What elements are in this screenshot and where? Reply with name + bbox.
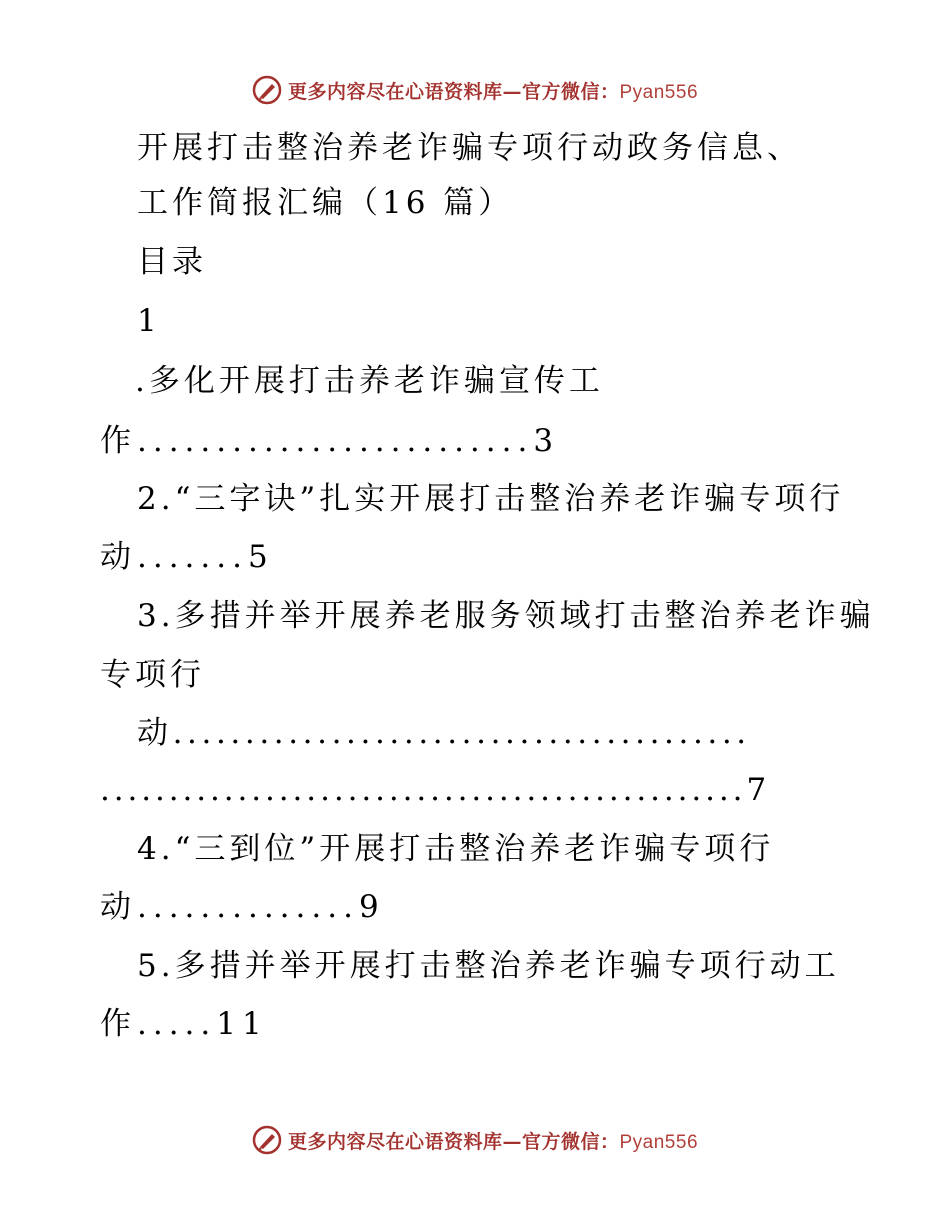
toc-line: 5.多措并举开展打击整治养老诈骗专项行动工 bbox=[137, 948, 840, 984]
banner-text: 更多内容尽在心语资料库—官方微信： bbox=[287, 1130, 620, 1153]
toc-line: 4.“三到位”开展打击整治养老诈骗专项行 bbox=[137, 831, 775, 867]
toc-line: 作.........................3 bbox=[100, 423, 560, 459]
toc-line: 2.“三字诀”扎实开展打击整治养老诈骗专项行 bbox=[137, 481, 845, 517]
toc-line: 1 bbox=[137, 303, 161, 339]
toc-line: 作.....11 bbox=[100, 1006, 268, 1042]
toc-line: 动........................................ bbox=[137, 715, 751, 751]
doc-title-line-2: 工作简报汇编（16 篇） bbox=[137, 185, 514, 221]
toc-line: 动..............9 bbox=[100, 889, 385, 925]
footer-watermark-banner bbox=[0, 1120, 950, 1160]
toc-line: 3.多措并举开展养老服务领域打击整治养老诈骗 bbox=[137, 598, 875, 634]
wechat-id: Pyan556 bbox=[619, 81, 699, 103]
toc-line: 专项行 bbox=[100, 657, 205, 693]
doc-title-line-1: 开展打击整治养老诈骗专项行动政务信息、 bbox=[137, 130, 802, 166]
header-watermark-banner bbox=[0, 70, 950, 110]
toc-line: ...............................................7 bbox=[100, 772, 771, 808]
wechat-id: Pyan556 bbox=[619, 1131, 699, 1153]
toc-heading: 目录 bbox=[137, 244, 207, 280]
toc-line: .多化开展打击养老诈骗宣传工 bbox=[135, 363, 604, 399]
pen-logo-icon bbox=[252, 75, 282, 105]
banner-text: 更多内容尽在心语资料库—官方微信： bbox=[287, 80, 620, 103]
pen-logo-icon bbox=[252, 1125, 282, 1155]
toc-line: 动.......5 bbox=[100, 539, 274, 575]
